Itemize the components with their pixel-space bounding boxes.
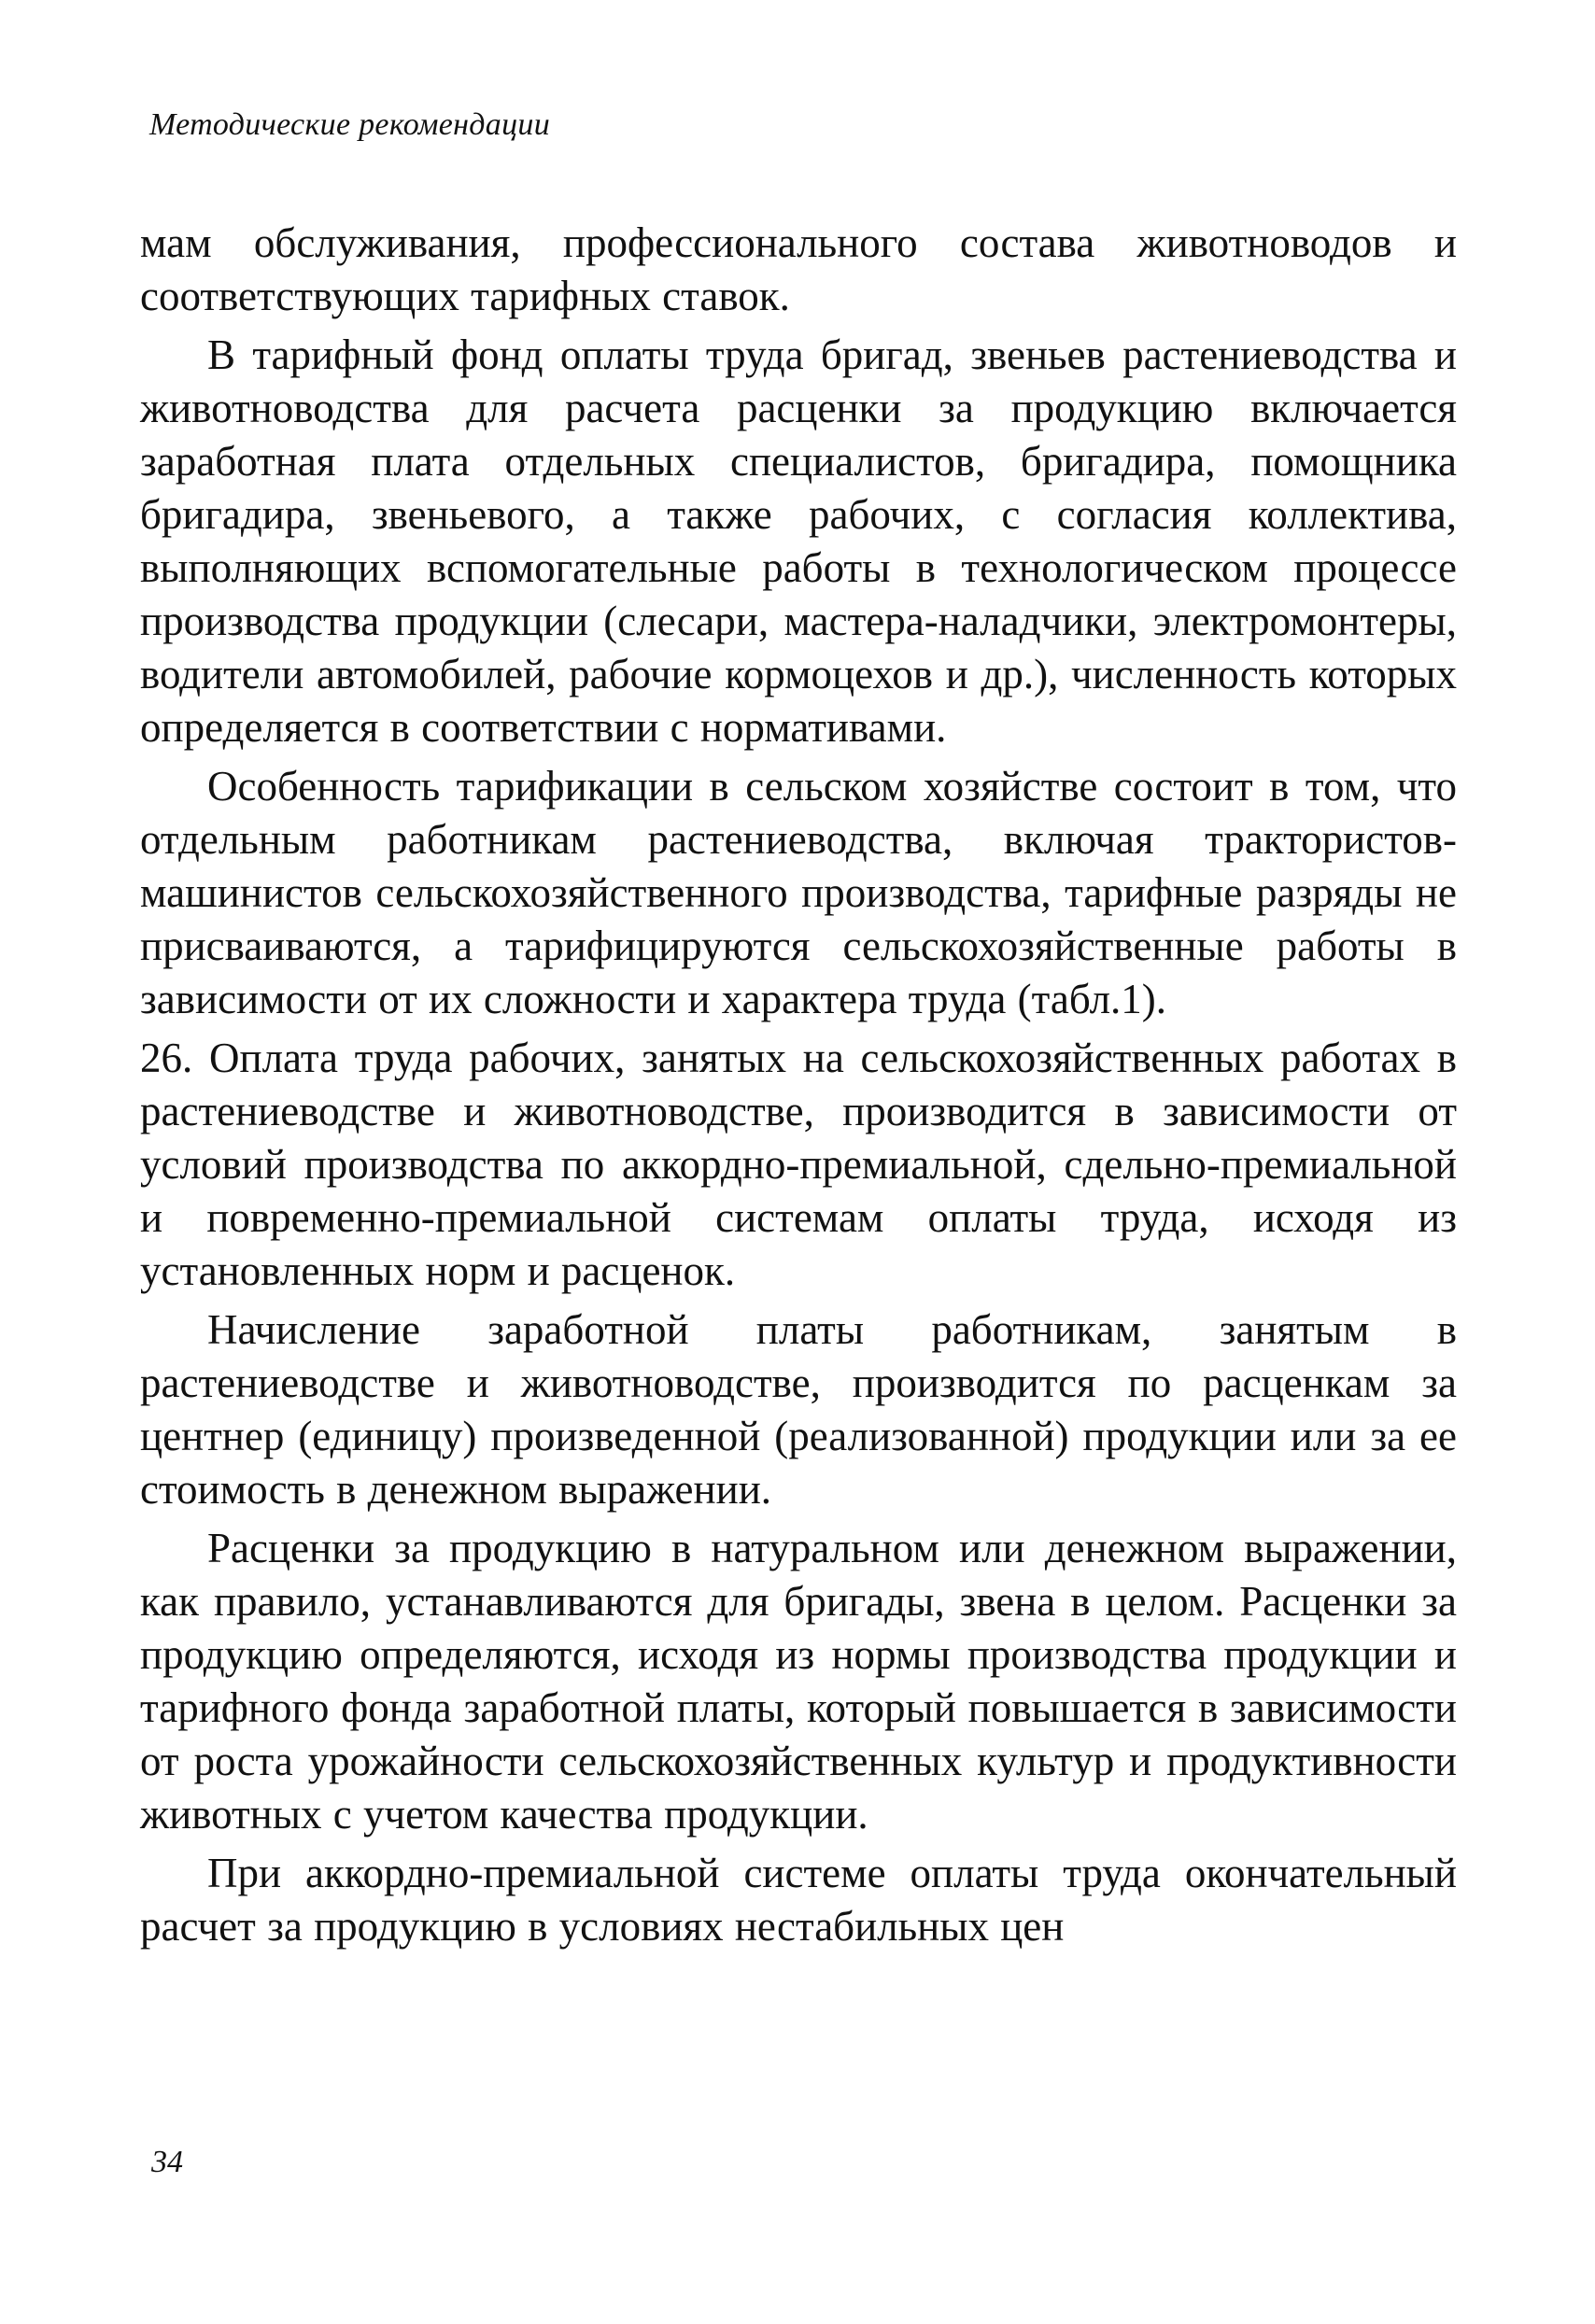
paragraph-rates: Расценки за продукцию в натуральном или денежном выражении, как правило, устанавливаются для бригады, звена в целом. Расценки за продукцию определяются, исходя из нормы производства продукции и тарифного фонда заработной платы, который повышается в зависимости от роста урожайности сельскохозяйственных культур и продуктивности животных с учетом качества продукции. (140, 1525, 1457, 1838)
running-header: Методические рекомендации (149, 107, 550, 142)
page-number: 34 (151, 2145, 183, 2179)
body-text (140, 217, 1457, 1959)
paragraph-tariff-fund: В тарифный фонд оплаты труда бригад, звеньев растениеводства и животноводства для расчета расценки за продукцию включается заработная плата отдельных специалистов, бригадира, помощника бригадира, звеньевого, а также рабочих, с согласия коллектива, выполняющих вспомогательные работы в технологическом процессе производства продукции (слесари, мастера-наладчики, электромонтеры, водители автомобилей, рабочие кормоцехов и др.), численность которых определяется в соответствии с нормативами. (140, 331, 1457, 751)
paragraph-tariff-specifics: Особенность тарификации в сельском хозяйстве состоит в том, что отдельным работникам растениеводства, включая трактористов-машинистов сельскохозяйственного производства, тарифные разряды не присваиваются, а тарифицируются сельскохозяйственные работы в зависимости от их сложности и характера труда (табл.1). (140, 763, 1457, 1022)
paragraph-continuation: мам обслуживания, профессионального состава животноводов и соответствующих тарифных ставок. (140, 219, 1457, 319)
paragraph-accord-system: При аккордно-премиальной системе оплаты труда окончательный расчет за продукцию в условиях нестабильных цен (140, 1850, 1457, 1950)
paragraph-wage-accrual: Начисление заработной платы работникам, занятым в растениеводстве и животноводстве, производится по расценкам за центнер (единицу) произведенной (реализованной) продукции или за ее стоимость в денежном выражении. (140, 1306, 1457, 1513)
paragraph-item-26: 26. Оплата труда рабочих, занятых на сельскохозяйственных работах в растениеводстве и животноводстве, производится в зависимости от условий производства по аккордно-премиальной, сдельно-премиальной и повременно-премиальной системам оплаты труда, исходя из установленных норм и расценок. (140, 1035, 1457, 1294)
